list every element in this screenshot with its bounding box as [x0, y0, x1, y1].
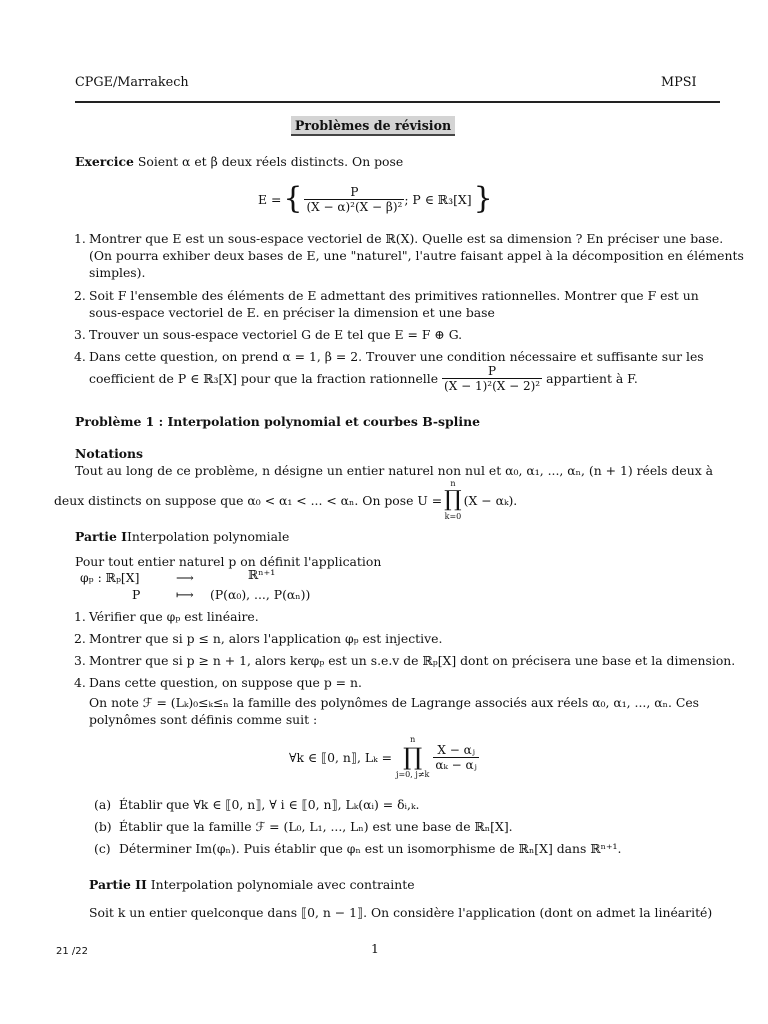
map-arrow: ⟶ — [176, 570, 194, 585]
formula-fraction — [304, 185, 404, 214]
exercice-intro — [75, 153, 403, 170]
notations-line1: Tout au long de ce problème, n désigne un entier naturel non nul et α₀, α₁, ..., αₙ, (n + 1) réels deux à — [75, 463, 714, 478]
partie1-label: Partie I — [75, 529, 127, 544]
subitem-text: Déterminer Im(φₙ). Puis établir que φₙ est un isomorphisme de ℝₙ[X] dans ℝⁿ⁺¹. — [119, 841, 622, 856]
partie1-item-number: 4. — [74, 675, 86, 690]
item4-text-b: appartient à F. — [546, 370, 638, 386]
partie1-item-number: 1. — [74, 609, 86, 624]
item4-text-a: coefficient de P ∈ ℝ₃[X] pour que la fraction rationnelle — [89, 370, 439, 386]
partie2-title: Interpolation polynomiale avec contrainte — [150, 877, 415, 892]
map-codomain: ℝⁿ⁺¹ — [248, 567, 276, 582]
exercice-item-line: Montrer que E est un sous-espace vectoriel de ℝ(X). Quelle est sa dimension ? En préciser une base. — [89, 231, 724, 246]
lagrange-fraction — [433, 743, 478, 772]
partie1-item-text: Vérifier que φₚ est linéaire. — [89, 609, 259, 624]
formula-num: P — [350, 184, 359, 199]
header-left: CPGE/Marrakech — [75, 75, 189, 90]
notations-line2-text: deux distincts on suppose que α₀ < α₁ < ... < αₙ. On pose U = — [54, 492, 443, 508]
lagrange-prod-top: n — [410, 735, 416, 744]
prod-top: n — [450, 479, 456, 488]
page-title: Problèmes de révision — [291, 116, 455, 136]
partie1-title: Interpolation polynomiale — [126, 529, 290, 544]
formula-cond: ; P ∈ ℝ₃[X] — [404, 191, 472, 207]
formula-lhs: E = — [258, 191, 282, 207]
prod-bottom: k=0 — [444, 512, 462, 521]
subitem-label: (c) — [94, 841, 111, 856]
lagrange-line2: polynômes sont définis comme suit : — [89, 712, 318, 727]
partie1-item-text: Dans cette question, on suppose que p = n. — [89, 675, 362, 690]
exercice-item4-line2 — [89, 362, 638, 394]
lagrange-formula — [289, 734, 479, 780]
formula-den: (X − α)²(X − β)² — [306, 199, 403, 214]
item4-frac-num: P — [488, 363, 497, 378]
partie1-item-number: 3. — [74, 653, 86, 668]
exercice-label: Exercice — [75, 154, 134, 169]
probleme1-title: Problème 1 : Interpolation polynomial et courbes B-spline — [75, 414, 480, 429]
exercice-text: Soient α et β deux réels distincts. On pose — [137, 154, 404, 169]
exercice-formula — [258, 180, 493, 218]
partie1-intro: Pour tout entier naturel p on définit l'application — [75, 554, 382, 569]
exercice-item-number: 1. — [74, 231, 86, 246]
map-element: P — [132, 587, 141, 602]
partie2-intro: Soit k un entier quelconque dans ⟦0, n − 1⟧. On considère l'application (dont on admet la linéarité) — [89, 905, 713, 920]
lagrange-den: αₖ − αⱼ — [435, 757, 477, 772]
map-domain: φₚ : ℝₚ[X] — [80, 570, 140, 585]
partie1-item-number: 2. — [74, 631, 86, 646]
lagrange-line1: On note ℱ = (Lₖ)₀≤ₖ≤ₙ la famille des polynômes de Lagrange associés aux réels α₀, α₁, ..., αₙ. Ces — [89, 695, 700, 710]
partie1-item-text: Montrer que si p ≤ n, alors l'application φₚ est injective. — [89, 631, 443, 646]
partie1-heading — [75, 528, 289, 545]
lagrange-prod-sym: ∏ — [403, 743, 423, 771]
map-maps-to: ⟼ — [176, 587, 194, 602]
partie1-item-text: Montrer que si p ≥ n + 1, alors kerφₚ est un s.e.v de ℝₚ[X] dont on précisera une base et la dimension. — [89, 653, 736, 668]
exercice-item-number: 2. — [74, 288, 86, 303]
footer-counter: 21 /22 — [56, 946, 88, 957]
partie2-heading — [89, 876, 415, 893]
exercice-item-line: Dans cette question, on prend α = 1, β = 2. Trouver une condition nécessaire et suffisante sur les — [89, 349, 704, 364]
item4-frac-den: (X − 1)²(X − 2)² — [444, 378, 541, 393]
header-rule — [75, 101, 720, 103]
subitem-label: (b) — [94, 819, 112, 834]
notations-label: Notations — [75, 446, 144, 461]
exercice-item-line: simples). — [89, 265, 146, 280]
exercice-item-number: 3. — [74, 327, 86, 342]
page-number: 1 — [371, 941, 379, 956]
exercice-item-line: (On pourra exhiber deux bases de E, une "naturel", l'autre faisant appel à la décomposition en éléments — [89, 248, 744, 263]
subitem-text: Établir que la famille ℱ = (L₀, L₁, ..., Lₙ) est une base de ℝₙ[X]. — [119, 819, 513, 834]
lagrange-product — [396, 734, 429, 780]
header-right: MPSI — [661, 75, 697, 90]
item4-fraction — [442, 364, 542, 393]
right-brace: } — [473, 181, 493, 216]
lagrange-prod-bottom: j=0, j≠k — [396, 770, 430, 779]
lagrange-num: X − αⱼ — [437, 742, 475, 757]
subitem-label: (a) — [94, 797, 112, 812]
map-image: (P(α₀), ..., P(αₙ)) — [210, 587, 311, 602]
exercice-item-line: sous-espace vectoriel de E. en préciser la dimension et une base — [89, 305, 495, 320]
lagrange-lhs: ∀k ∈ ⟦0, n⟧, Lₖ = — [289, 749, 392, 765]
notations-line2-end: (X − αₖ). — [463, 492, 518, 508]
exercice-item-number: 4. — [74, 349, 86, 364]
exercice-item-line: Soit F l'ensemble des éléments de E admettant des primitives rationnelles. Montrer que F est un — [89, 288, 699, 303]
notations-line2 — [54, 478, 517, 522]
prod-sym: ∏ — [444, 487, 462, 512]
product-operator — [444, 478, 462, 522]
left-brace: { — [283, 181, 303, 216]
exercice-item-line: Trouver un sous-espace vectoriel G de E tel que E = F ⊕ G. — [89, 327, 463, 342]
subitem-text: Établir que ∀k ∈ ⟦0, n⟧, ∀ i ∈ ⟦0, n⟧, Lₖ(αᵢ) = δᵢ,ₖ. — [119, 797, 420, 812]
partie2-label: Partie II — [89, 877, 147, 892]
